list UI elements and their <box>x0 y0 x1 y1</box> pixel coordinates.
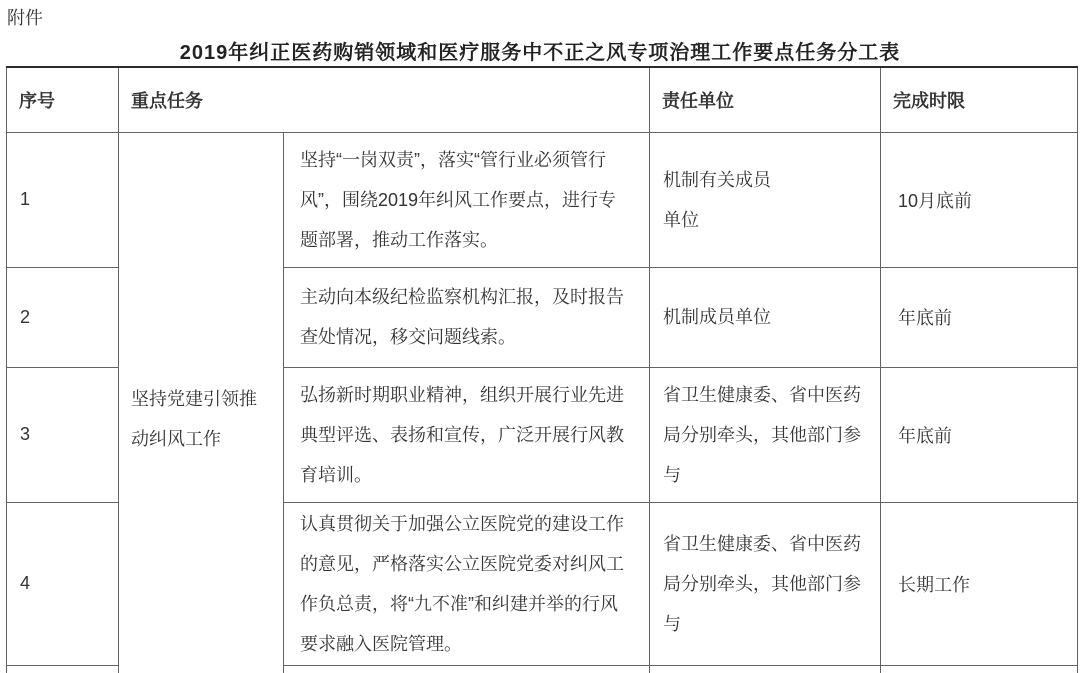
row-index-cell: 3 <box>7 367 119 502</box>
empty-cell <box>284 665 650 673</box>
deadline-cell: 年底前 <box>881 367 1078 502</box>
deadline-cell: 长期工作 <box>881 502 1078 665</box>
task-cell: 主动向本级纪检监察机构汇报，及时报告查处情况，移交问题线索。 <box>284 267 650 367</box>
unit-cell: 机制成员单位 <box>650 267 881 367</box>
deadline-cell: 10月底前 <box>881 132 1078 267</box>
empty-cell <box>881 665 1078 673</box>
merged-task-category-label: 坚持党建引领推动纠风工作 <box>131 388 257 449</box>
empty-cell <box>7 665 119 673</box>
task-cell: 认真贯彻关于加强公立医院党的建设工作的意见，严格落实公立医院党委对纠风工作负总责，将“九不准”和纠建并举的行风要求融入医院管理。 <box>284 502 650 665</box>
task-cell: 坚持“一岗双责”，落实“管行业必须管行风”，围绕2019年纠风工作要点，进行专题部署，推动工作落实。 <box>284 132 650 267</box>
unit-cell <box>650 132 881 267</box>
task-assignment-table <box>6 66 1078 673</box>
header-index: 序号 <box>7 67 119 132</box>
row-index-cell: 2 <box>7 267 119 367</box>
unit-cell: 省卫生健康委、省中医药局分别牵头，其他部门参与 <box>650 502 881 665</box>
empty-cell <box>650 665 881 673</box>
table-header-row <box>7 67 1078 132</box>
page-title: 2019年纠正医药购销领域和医疗服务中不正之风专项治理工作要点任务分工表 <box>179 42 901 64</box>
task-cell: 弘扬新时期职业精神，组织开展行业先进典型评选、表扬和宣传，广泛开展行风教育培训。 <box>284 367 650 502</box>
merged-task-category-cell <box>119 132 284 673</box>
attachment-label: 附件 <box>7 8 43 28</box>
header-deadline: 完成时限 <box>881 67 1078 132</box>
unit-label: 机制有关成员单位 <box>663 169 771 230</box>
header-unit: 责任单位 <box>650 67 881 132</box>
header-task-group: 重点任务 <box>119 67 650 132</box>
deadline-cell: 年底前 <box>881 267 1078 367</box>
unit-cell: 省卫生健康委、省中医药局分别牵头，其他部门参与 <box>650 367 881 502</box>
table-row <box>7 132 1078 267</box>
row-index-cell: 4 <box>7 502 119 665</box>
row-index-cell: 1 <box>7 132 119 267</box>
